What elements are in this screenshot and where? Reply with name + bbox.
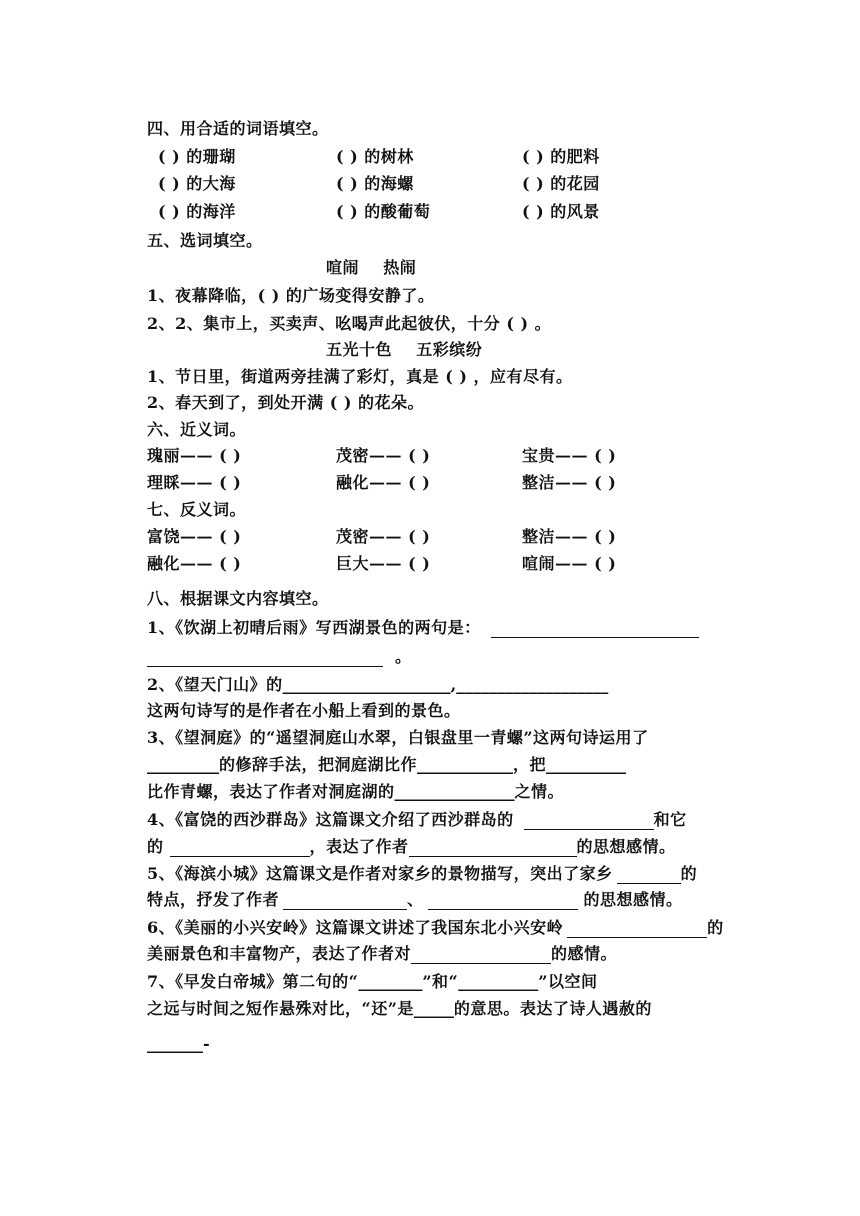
cut-off-fragment [622,1034,792,1044]
text: 的意思。表达了诗人遇赦的 [453,999,652,1018]
section-4-title: 四、用合适的词语填空。 [147,119,329,138]
blank-dashes: _____ [413,999,454,1018]
blank-dashes: _____________________,___________________ [282,675,609,694]
s8-item7-cont [147,999,652,1019]
s8-item3-cont2 [147,782,564,802]
text: ”和“ [422,972,459,991]
s8-item2-cont: 这两句诗写的是作者在小船上看到的景色。 [147,701,461,720]
s6-r2c2: 融化—— ( ) [336,473,431,492]
text: 4、《富饶的西沙群岛》这篇课文介绍了西沙群岛的 [147,810,514,829]
s5-q2: 2、2、集市上，买卖声、吆喝声此起彼伏，十分 ( ) 。 [147,314,552,333]
s4-r1c1: ( ) 的珊瑚 [158,147,236,166]
text: 之远与时间之短作悬殊对比，“还”是 [147,999,414,1018]
blank-line [491,620,699,638]
text: 、 [407,890,424,909]
s4-r2c3: ( ) 的花园 [522,174,600,193]
period: 。 [395,647,412,666]
s8-item3-cont [147,755,626,775]
blank-dashes: ____________ [417,755,514,774]
blank-dashes: _______________ [394,782,515,801]
text: 6、《美丽的小兴安岭》这篇课文讲述了我国东北小兴安岭 [147,918,564,937]
text: 的 [147,837,164,856]
text: ，表达了作者 [309,837,409,856]
text: 比作青螺，表达了作者对洞庭湖的 [147,782,395,801]
section-5-title: 五、选词填空。 [147,231,263,250]
text: 7、《早发白帝城》第二句的“ [147,972,359,991]
s4-r2c2: ( ) 的海螺 [336,174,414,193]
blank-dashes: __________ [546,755,627,774]
word-pair-1: 喧闹 热闹 [326,258,417,277]
text: 的感情。 [551,944,618,963]
s4-r3c2: ( ) 的酸葡萄 [336,202,431,221]
s8-item4 [147,810,687,830]
text: 的思想感情。 [576,837,676,856]
text: 特点，抒发了作者 [147,890,280,909]
blank-line [409,839,577,857]
s8-item7 [147,972,597,992]
s7-r1c3: 整洁—— ( ) [522,527,617,546]
blank-dashes: _________ [147,755,219,774]
s5-q3: 1、节日里，街道两旁挂满了彩灯，真是 ( ) ，应有尽有。 [147,367,573,386]
s5-q4: 2、春天到了，到处开满 ( ) 的花朵。 [147,393,424,412]
section-7-title: 七、反义词。 [147,500,247,519]
blank-line [411,946,551,964]
s6-r1c1: 瑰丽—— ( ) [147,446,242,465]
section-8-title: 八、根据课文内容填空。 [147,589,329,608]
s4-r3c1: ( ) 的海洋 [158,202,236,221]
s8-item5 [147,864,697,884]
s8-item3: 3、《望洞庭》的“遥望洞庭山水翠，白银盘里一青螺”这两句诗运用了 [147,728,649,747]
s8-item1-cont [147,647,412,667]
s7-r1c2: 茂密—— ( ) [336,527,431,546]
s8-item2 [147,675,608,695]
s6-r2c1: 理睬—— ( ) [147,473,242,492]
text: 的修辞手法，把洞庭湖比作 [219,755,418,774]
text: 的思想感情。 [583,890,683,909]
blank-line [147,649,383,667]
text: 5、《海滨小城》这篇课文是作者对家乡的景物描写，突出了家乡 [147,864,613,883]
s7-r1c1: 富饶—— ( ) [147,527,242,546]
text: ，把 [513,755,547,774]
s4-r1c2: ( ) 的树林 [336,147,414,166]
s7-r2c2: 巨大—— ( ) [336,554,431,573]
s4-r2c1: ( ) 的大海 [158,174,236,193]
text: 的 [680,864,698,883]
s8-item4-cont [147,837,676,857]
s8-item6 [147,918,724,938]
s8-item1 [147,618,699,638]
s5-q1: 1、夜幕降临，( ) 的广场变得安静了。 [147,286,435,305]
text: 美丽景色和丰富物产，表达了作者对 [147,944,412,963]
s7-r2c3: 喧闹—— ( ) [522,554,617,573]
s4-r1c3: ( ) 的肥料 [522,147,600,166]
s4-r3c3: ( ) 的风景 [522,202,600,221]
blank-line [567,920,707,938]
s6-r2c3: 整洁—— ( ) [522,473,617,492]
text: ”以空间 [538,972,598,991]
s8-item2-text: 2、《望天门山》的 [147,675,283,694]
cut-off-line: _______- [147,1034,210,1053]
word-pair-2: 五光十色 五彩缤纷 [326,340,483,359]
blank-line [617,866,681,884]
text: 的 [707,918,724,937]
blank-dashes: __________ [458,972,539,991]
s7-r2c1: 融化—— ( ) [147,554,242,573]
blank-line [428,892,578,910]
s6-r1c2: 茂密—— ( ) [336,446,431,465]
blank-dashes: ________ [358,972,423,991]
s8-item1-text: 1、《饮湖上初晴后雨》写西湖景色的两句是： [147,618,481,637]
text: 和它 [653,810,687,829]
section-6-title: 六、近义词。 [147,420,247,439]
s8-item6-cont [147,944,617,964]
blank-line [524,812,654,830]
blank-line [283,892,407,910]
text: 之情。 [514,782,565,801]
blank-line [170,839,310,857]
s6-r1c3: 宝贵—— ( ) [522,446,617,465]
s8-item5-cont [147,890,683,910]
